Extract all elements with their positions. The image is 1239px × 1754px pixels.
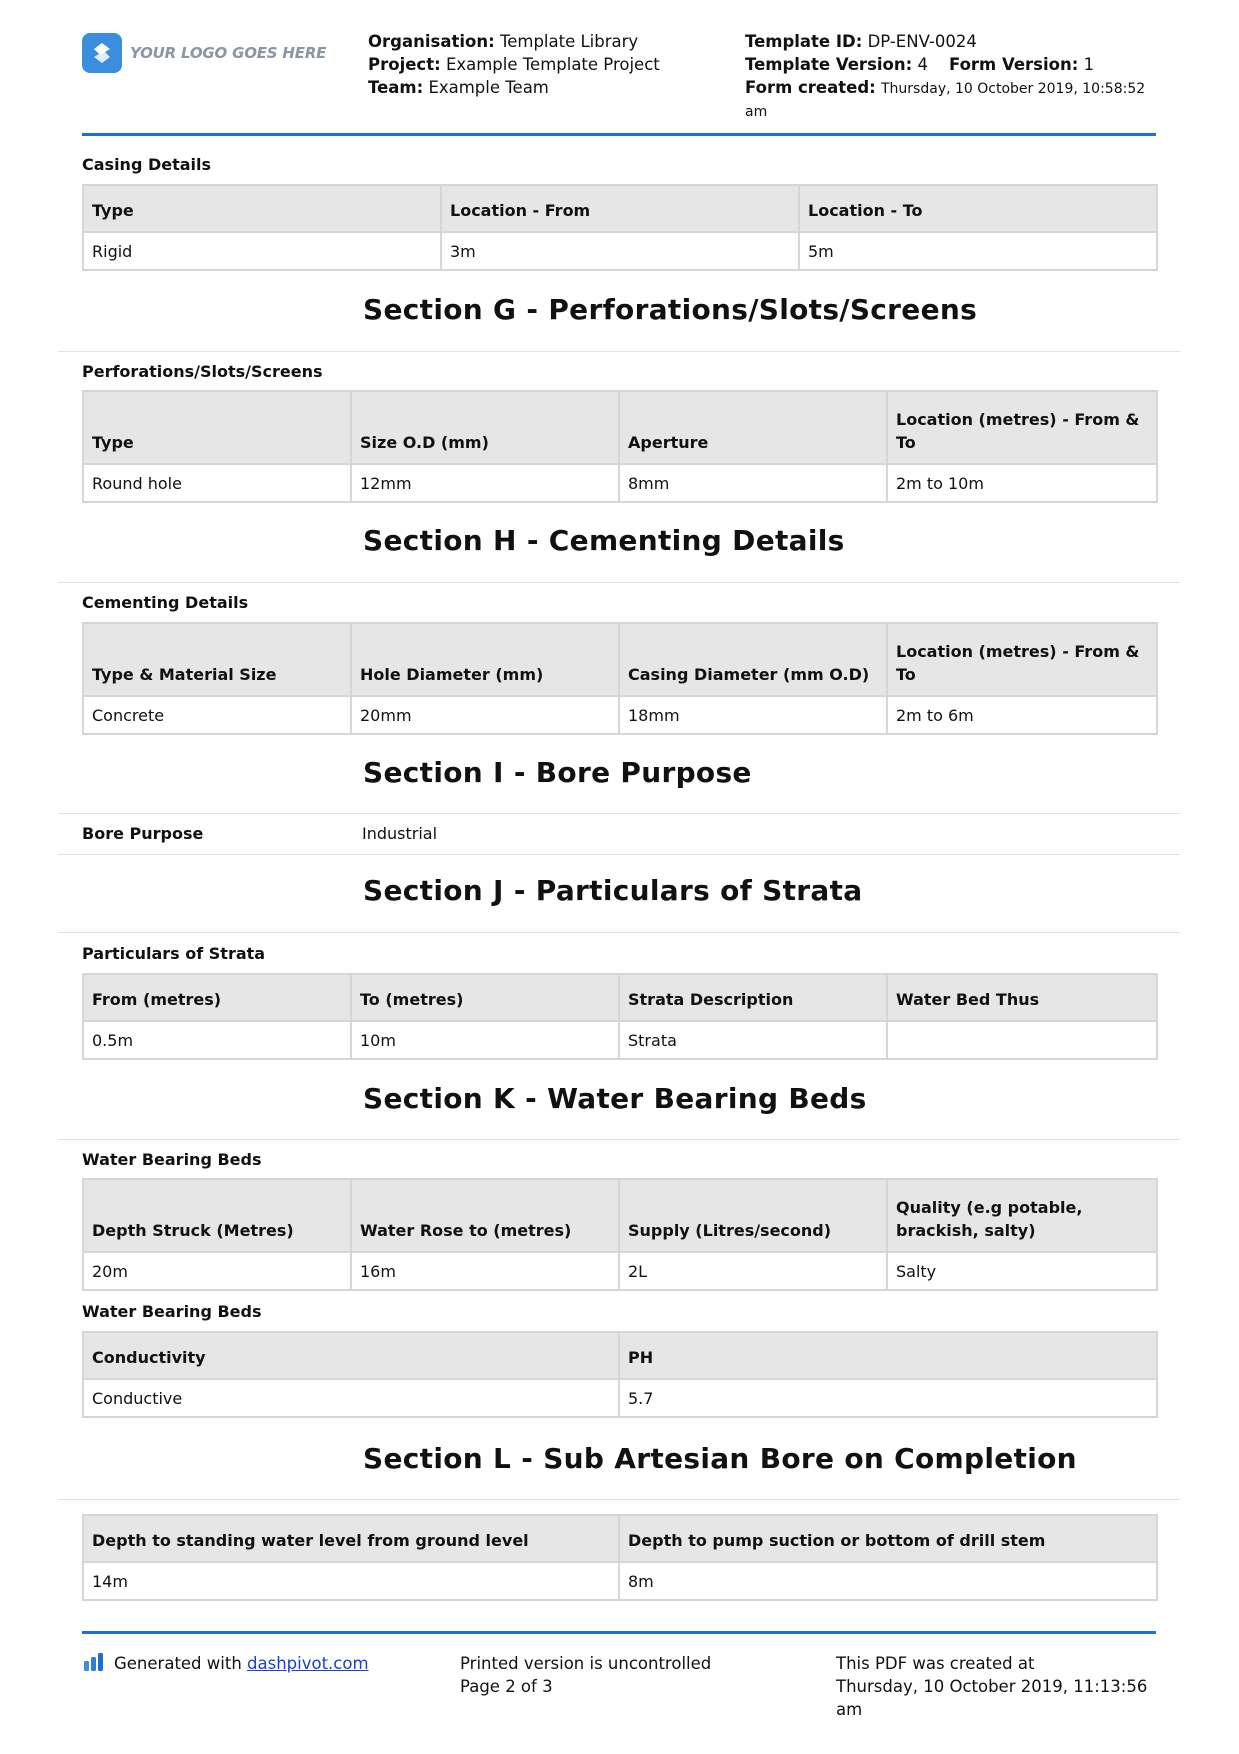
- section-h-title: Section H - Cementing Details: [363, 524, 845, 557]
- table-header-cell: Water Bed Thus: [887, 974, 1157, 1021]
- table-cell: Conductive: [83, 1379, 619, 1417]
- perforations-label: Perforations/Slots/Screens: [82, 362, 323, 381]
- table-header-row: [83, 185, 1157, 232]
- header-template-info: [745, 30, 1145, 124]
- table-header-cell: Supply (Litres/second): [619, 1179, 887, 1252]
- section-i-title: Section I - Bore Purpose: [363, 756, 752, 789]
- footer-generated: [84, 1652, 369, 1677]
- table-header-cell: Type: [83, 391, 351, 464]
- section-divider: [58, 1139, 1180, 1140]
- table-cell: 10m: [351, 1021, 619, 1059]
- table-header-cell: Casing Diameter (mm O.D): [619, 623, 887, 696]
- page-number: Page 2 of 3: [460, 1677, 553, 1696]
- table-header-cell: Depth to pump suction or bottom of drill stem: [619, 1515, 1157, 1562]
- table-cell: Salty: [887, 1252, 1157, 1290]
- water-bearing-beds-label: Water Bearing Beds: [82, 1150, 262, 1169]
- table-header-row: [83, 1515, 1157, 1562]
- footer-print-info: [460, 1652, 711, 1698]
- table-header-cell: Location - To: [799, 185, 1157, 232]
- table-row: [83, 1562, 1157, 1600]
- organisation-label: Organisation:: [368, 32, 495, 51]
- uncontrolled-notice: Printed version is uncontrolled: [460, 1654, 712, 1673]
- section-k-title: Section K - Water Bearing Beds: [363, 1082, 867, 1115]
- table-header-row: [83, 391, 1157, 464]
- cementing-details-label: Cementing Details: [82, 593, 249, 612]
- cementing-details-table: [82, 622, 1158, 735]
- form-created-suffix: am: [745, 104, 768, 120]
- created-line-2: Thursday, 10 October 2019, 11:13:56: [836, 1677, 1148, 1696]
- dashpivot-link[interactable]: dashpivot.com: [247, 1654, 369, 1673]
- footer-divider: [82, 1631, 1156, 1634]
- template-version-value: 4: [917, 55, 928, 74]
- section-divider: [58, 1499, 1180, 1500]
- table-cell: 16m: [351, 1252, 619, 1290]
- section-j-title: Section J - Particulars of Strata: [363, 874, 863, 907]
- table-cell: Concrete: [83, 696, 351, 734]
- table-header-cell: Location (metres) - From & To: [887, 623, 1157, 696]
- header-org-info: [368, 30, 660, 99]
- table-row: [83, 1379, 1157, 1417]
- section-divider: [58, 582, 1180, 583]
- template-id-label: Template ID:: [745, 32, 863, 51]
- table-cell: 8m: [619, 1562, 1157, 1600]
- table-cell: 5.7: [619, 1379, 1157, 1417]
- table-header-cell: Water Rose to (metres): [351, 1179, 619, 1252]
- table-cell: 18mm: [619, 696, 887, 734]
- logo-icon: [82, 33, 122, 73]
- section-g-title: Section G - Perforations/Slots/Screens: [363, 293, 978, 326]
- section-divider: [58, 813, 1180, 814]
- dashpivot-bars-icon: [84, 1653, 108, 1677]
- section-divider: [58, 351, 1180, 352]
- form-created-value: Thursday, 10 October 2019, 10:58:52: [881, 81, 1146, 97]
- table-cell: 20m: [83, 1252, 351, 1290]
- strata-table: [82, 973, 1158, 1060]
- table-cell: 2m to 10m: [887, 464, 1157, 502]
- water-bearing-beds-table: [82, 1178, 1158, 1291]
- table-row: [83, 1021, 1157, 1059]
- table-header-row: [83, 623, 1157, 696]
- table-header-cell: Depth Struck (Metres): [83, 1179, 351, 1252]
- casing-details-label: Casing Details: [82, 155, 212, 174]
- water-bearing-beds-label-2: Water Bearing Beds: [82, 1302, 262, 1321]
- form-created-label: Form created:: [745, 78, 876, 97]
- conductivity-table: [82, 1331, 1158, 1418]
- table-cell: 5m: [799, 232, 1157, 270]
- table-cell: Strata: [619, 1021, 887, 1059]
- section-divider: [58, 932, 1180, 933]
- table-cell: 12mm: [351, 464, 619, 502]
- section-divider: [58, 854, 1180, 855]
- project-label: Project:: [368, 55, 441, 74]
- table-header-cell: Quality (e.g potable, brackish, salty): [887, 1179, 1157, 1252]
- team-label: Team:: [368, 78, 424, 97]
- table-header-cell: Strata Description: [619, 974, 887, 1021]
- form-version-label: Form Version:: [948, 55, 1079, 74]
- template-version-label: Template Version:: [745, 55, 913, 74]
- table-cell: 14m: [83, 1562, 619, 1600]
- table-header-cell: To (metres): [351, 974, 619, 1021]
- table-cell: 3m: [441, 232, 799, 270]
- table-row: [83, 696, 1157, 734]
- table-cell: 0.5m: [83, 1021, 351, 1059]
- table-row: [83, 464, 1157, 502]
- template-id-value: DP-ENV-0024: [867, 32, 977, 51]
- sub-artesian-table: [82, 1514, 1158, 1601]
- table-header-cell: Location - From: [441, 185, 799, 232]
- table-header-row: [83, 1179, 1157, 1252]
- table-header-row: [83, 1332, 1157, 1379]
- table-header-cell: Depth to standing water level from ground level: [83, 1515, 619, 1562]
- table-cell: [887, 1021, 1157, 1059]
- perforations-table: [82, 390, 1158, 503]
- generated-prefix: Generated with: [114, 1654, 248, 1673]
- table-cell: 2L: [619, 1252, 887, 1290]
- table-header-cell: Size O.D (mm): [351, 391, 619, 464]
- team-value: Example Team: [428, 78, 549, 97]
- casing-details-table: [82, 184, 1158, 271]
- table-cell: Rigid: [83, 232, 441, 270]
- footer-created-info: [836, 1652, 1147, 1721]
- form-version-value: 1: [1083, 55, 1095, 74]
- table-header-cell: Type: [83, 185, 441, 232]
- table-header-cell: Hole Diameter (mm): [351, 623, 619, 696]
- bore-purpose-value: Industrial: [362, 824, 438, 843]
- table-cell: 8mm: [619, 464, 887, 502]
- logo-text: YOUR LOGO GOES HERE: [130, 44, 327, 62]
- company-logo: [82, 33, 326, 73]
- table-row: [83, 1252, 1157, 1290]
- project-value: Example Template Project: [445, 55, 660, 74]
- organisation-value: Template Library: [499, 32, 639, 51]
- table-header-cell: Aperture: [619, 391, 887, 464]
- created-line-1: This PDF was created at: [836, 1654, 1035, 1673]
- table-row: [83, 232, 1157, 270]
- bore-purpose-label: Bore Purpose: [82, 824, 204, 843]
- table-header-cell: Conductivity: [83, 1332, 619, 1379]
- table-cell: 20mm: [351, 696, 619, 734]
- table-header-cell: PH: [619, 1332, 1157, 1379]
- table-cell: 2m to 6m: [887, 696, 1157, 734]
- table-cell: Round hole: [83, 464, 351, 502]
- table-header-row: [83, 974, 1157, 1021]
- table-header-cell: Type & Material Size: [83, 623, 351, 696]
- created-line-3: am: [836, 1700, 863, 1719]
- strata-label: Particulars of Strata: [82, 944, 266, 963]
- section-l-title: Section L - Sub Artesian Bore on Completion: [363, 1442, 1077, 1475]
- header-divider: [82, 133, 1156, 136]
- table-header-cell: From (metres): [83, 974, 351, 1021]
- table-header-cell: Location (metres) - From & To: [887, 391, 1157, 464]
